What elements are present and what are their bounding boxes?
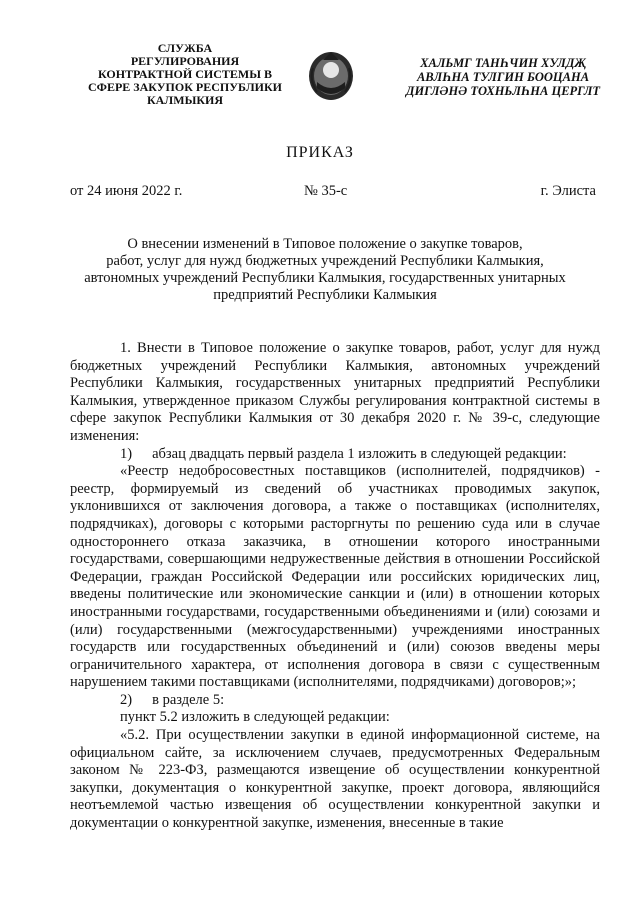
quoted-clause: «5.2. При осуществлении закупки в единой информационной системе, на официальном сайте, за исключением случаев, предусмотренных Федеральным законом № 223-ФЗ, размещаются извещение об осуществлении конкурентной закупки, документация о конкурентной закупке, проект договора, являющийся неотъемлемой частью извещения об осуществлении конкурентной закупки и документации о конкурентной закупке, изменения, внесенные в такие	[70, 727, 600, 832]
issuer-name-kalmyk	[392, 56, 614, 98]
sub-item: пункт 5.2 изложить в следующей редакции:	[120, 709, 390, 726]
subject-line: автономных учреждений Республики Калмыкия, государственных унитарных	[84, 270, 566, 286]
document-date: от 24 июня 2022 г.	[70, 183, 183, 199]
subject-line: предприятий Республики Калмыкия	[213, 287, 437, 303]
document-subject	[60, 236, 590, 304]
document-title: ПРИКАЗ	[286, 144, 354, 161]
list-item-text: в разделе 5:	[152, 691, 225, 708]
document-body	[70, 340, 600, 833]
issuer-name-russian	[70, 42, 300, 107]
quoted-definition: «Реестр недобросовестных поставщиков (исполнителей, подрядчиков) - реестр, формируемый из сведений об участниках проводимых закупок, уклонившихся от заключения договора, а также о поставщиках (исполнителях, подрядчиках), договоры с которыми расторгнуты по решению суда или в случае одностороннего отказа заказчика, в отношении которого иностранными государствами, совершающими недружественные действия в отношении Российской Федерации, граждан Российской Федерации или российских юридических лиц, введены политические или экономические санкции и (или) в отношении которых иностранными государствами, государственными объединениями и (или) союзами и (или) государственными (межгосударственными) учреждениями иностранных государств или государственных объединений и (или) союзов введены меры ограничительного характера, от исполнения договора в связи с существенным нарушением такими поставщиками (исполнителями, подрядчиками) договоров;»;	[70, 463, 600, 691]
coat-of-arms-icon	[305, 46, 357, 104]
list-item-1	[70, 446, 600, 464]
document-number: № 35-с	[304, 183, 348, 199]
issuer-line: КОНТРАКТНОЙ СИСТЕМЫ В	[97, 67, 273, 81]
issuer-line: ХАЛЬМГ ТАНҺЧИН ХУЛДҖ	[420, 56, 586, 70]
issuer-line: РЕГУЛИРОВАНИЯ	[130, 54, 240, 68]
list-item-2	[70, 692, 600, 710]
issuer-line: АВЛҺНА ТУЛГИН БООЦАНА	[416, 70, 590, 84]
list-item-number: 1)	[120, 445, 133, 462]
paragraph-1: 1. Внести в Типовое положение о закупке товаров, работ, услуг для нужд бюджетных учреждений Республики Калмыкия, автономных учреждений Республики Калмыкия, государственных унитарных предприятий Республики Калмыкия, утвержденное приказом Службы регулирования контрактной системы в сфере закупок Республики Калмыкия от 30 декабря 2020 г. № 39-с, следующие изменения:	[70, 340, 600, 444]
list-item-number: 2)	[120, 691, 133, 708]
subject-line: работ, услуг для нужд бюджетных учреждений Республики Калмыкия,	[106, 253, 544, 269]
issuer-line: СЛУЖБА	[157, 41, 213, 55]
subject-line: О внесении изменений в Типовое положение о закупке товаров,	[127, 236, 523, 252]
issuer-line: КАЛМЫКИЯ	[146, 93, 224, 107]
issuer-line: СФЕРЕ ЗАКУПОК РЕСПУБЛИКИ	[87, 80, 283, 94]
list-item-text: абзац двадцать первый раздела 1 изложить в следующей редакции:	[152, 445, 567, 462]
document-city: г. Элиста	[540, 183, 596, 199]
issuer-line: ДИГЛӘНӘ ТОХНЬЛҺНА ЦЕРГЛТ	[405, 84, 601, 98]
